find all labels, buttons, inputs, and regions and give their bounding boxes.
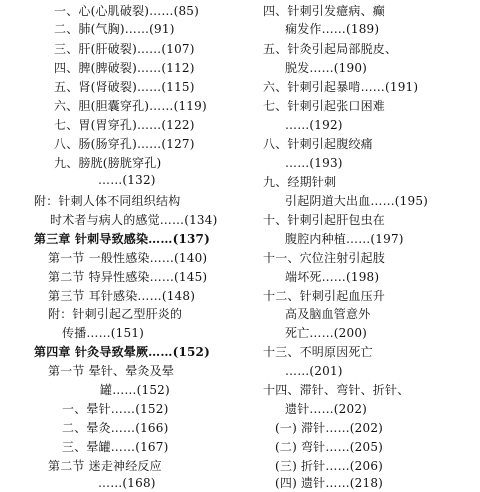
toc-entry: 第二节 迷走神经反应: [48, 459, 162, 473]
toc-entry: 八、肠(肠穿孔)……(127): [54, 137, 195, 151]
toc-entry: 附：针刺引起乙型肝炎的: [48, 307, 183, 321]
toc-entry: 十、针刺引起肝包虫在: [263, 213, 386, 227]
toc-entry: 五、针灸引起局部脱皮、: [263, 42, 398, 56]
toc-entry: 死亡……(200): [285, 326, 368, 340]
toc-entry: 附：针刺人体不同组织结构: [34, 194, 181, 208]
toc-entry: 九、膀胱(膀胱穿孔): [54, 156, 162, 170]
toc-entry: 九、经期针刺: [263, 175, 337, 189]
toc-entry: 腹腔内种植……(197): [285, 232, 404, 246]
toc-entry: (一) 滞针……(202): [275, 421, 384, 435]
toc-entry: 一、心(心肌破裂)……(85): [54, 4, 199, 18]
toc-entry: 四、脾(脾破裂)……(112): [54, 61, 195, 75]
toc-entry: 七、胃(胃穿孔)……(122): [54, 118, 195, 132]
toc-entry: 六、针刺引起暴啃……(191): [263, 80, 419, 94]
toc-entry: 第一节 晕针、晕灸及晕: [48, 364, 175, 378]
toc-entry: 七、针刺引起张口困难: [263, 99, 386, 113]
toc-entry: ……(193): [285, 156, 343, 170]
toc-entry: 四、针刺引发癔病、癫: [263, 4, 386, 18]
toc-entry: 二、肺(气胸)……(91): [54, 22, 175, 36]
toc-entry: (三) 折针……(206): [275, 459, 384, 473]
toc-entry: 时术者与病人的感觉……(134): [50, 213, 218, 227]
toc-entry: ……(132): [98, 173, 156, 187]
toc-entry: 八、针刺引起腹绞痛: [263, 137, 373, 151]
toc-entry: (四) 遗针……(218): [275, 476, 384, 490]
toc-entry: 六、胆(胆囊穿孔)……(119): [54, 99, 207, 113]
toc-entry: 引起阴道大出血……(195): [285, 194, 429, 208]
toc-entry: 十四、滞针、弯针、折针、: [263, 383, 410, 397]
toc-entry: 十三、不明原因死亡: [263, 345, 373, 359]
toc-entry: 十一、穴位注射引起肢: [263, 251, 386, 265]
chapter-heading: 第三章 针刺导致感染……(137): [34, 232, 210, 246]
toc-entry: ……(192): [285, 118, 343, 132]
toc-entry: 端坏死……(198): [285, 270, 380, 284]
toc-entry: 高及脑血管意外: [285, 307, 371, 321]
toc-entry: 三、肝(肝破裂)……(107): [54, 42, 195, 56]
toc-entry: 第一节 一般性感染……(140): [48, 251, 208, 265]
toc-entry: 第二节 特异性感染……(145): [48, 270, 208, 284]
toc-entry: 三、晕罐……(167): [62, 440, 169, 454]
toc-entry: 传播……(151): [62, 326, 145, 340]
toc-entry: 一、晕针……(152): [62, 402, 169, 416]
chapter-heading: 第四章 针灸导致晕厥……(152): [34, 345, 210, 359]
toc-entry: (二) 弯针……(205): [275, 440, 384, 454]
toc-entry: 罐……(152): [100, 383, 170, 397]
toc-entry: 二、晕灸……(166): [62, 421, 169, 435]
toc-entry: 遗针……(202): [285, 402, 368, 416]
toc-entry: 第三节 耳针感染……(148): [48, 289, 196, 303]
toc-entry: 脱发……(190): [285, 61, 368, 75]
toc-entry: 五、肾(肾破裂)……(115): [54, 80, 195, 94]
toc-entry: 痫发作……(189): [285, 22, 380, 36]
toc-entry: 十二、针刺引起血压升: [263, 289, 386, 303]
toc-entry: ……(201): [285, 364, 343, 378]
toc-entry: ……(168): [98, 476, 156, 490]
